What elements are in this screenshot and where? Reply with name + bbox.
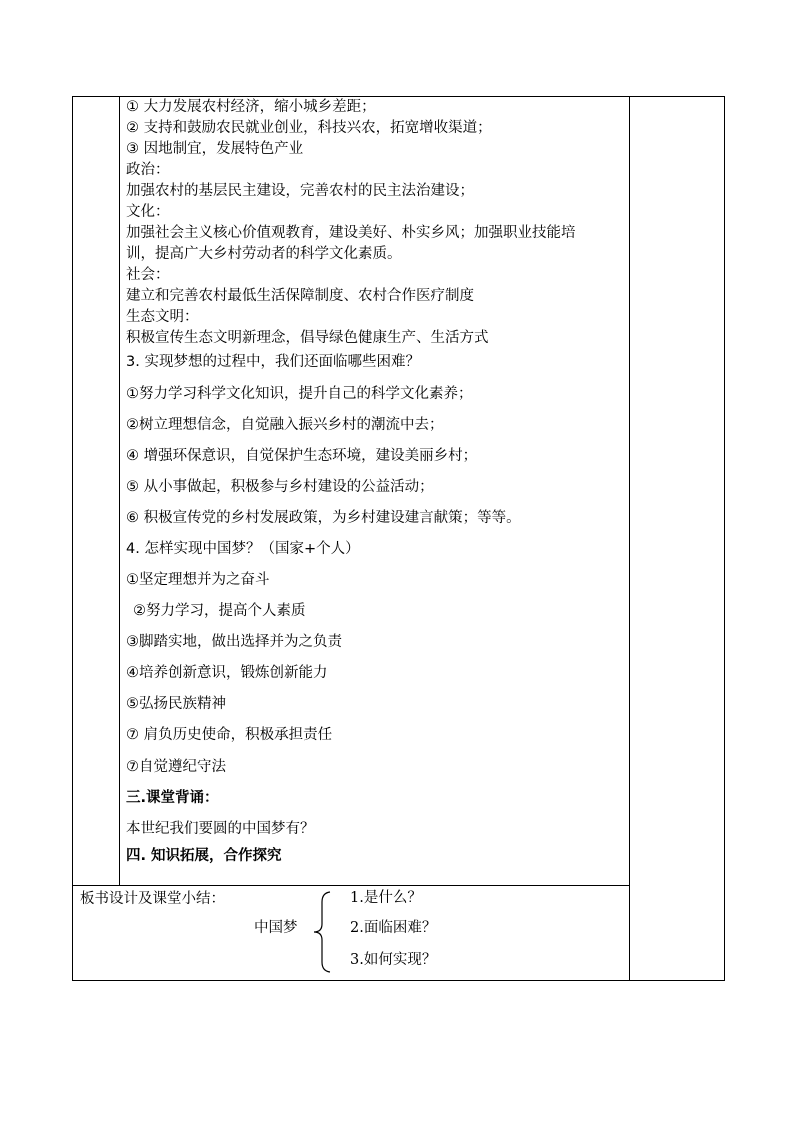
text-line: 政治： bbox=[126, 162, 170, 178]
text-line: 训，提高广大乡村劳动者的科学文化素质。 bbox=[126, 246, 402, 262]
q3-item: ①努力学习科学文化知识，提升自己的科学文化素养； bbox=[126, 386, 473, 402]
q4-heading: 4. 怎样实现中国梦？（国家+个人） bbox=[126, 541, 360, 557]
q4-item: ⑦自觉遵纪守法 bbox=[126, 759, 226, 775]
q3-heading: 3. 实现梦想的过程中，我们还面临哪些困难？ bbox=[126, 354, 420, 370]
text-line: 建立和完善农村最低生活保障制度、农村合作医疗制度 bbox=[126, 288, 474, 304]
q3-item: ⑥ 积极宣传党的乡村发展政策，为乡村建设建言献策；等等。 bbox=[126, 510, 521, 526]
table-col-divider-left bbox=[119, 96, 120, 886]
text-line: 生态文明： bbox=[126, 309, 199, 325]
section-four-heading: 四. 知识拓展，合作探究 bbox=[126, 848, 282, 864]
q4-item: ⑤弘扬民族精神 bbox=[126, 696, 226, 712]
text-line: ① 大力发展农村经济，缩小城乡差距； bbox=[126, 99, 376, 115]
summary-label: 板书设计及课堂小结： bbox=[80, 891, 225, 907]
q3-item: ④ 增强环保意识，自觉保护生态环境，建设美丽乡村； bbox=[126, 448, 478, 464]
summary-branch: 2.面临困难？ bbox=[350, 920, 437, 936]
q4-item: ⑦ 肩负历史使命，积极承担责任 bbox=[126, 727, 333, 743]
q3-item: ②树立理想信念，自觉融入振兴乡村的潮流中去； bbox=[126, 417, 444, 433]
text-line: 加强农村的基层民主建设，完善农村的民主法治建设； bbox=[126, 183, 474, 199]
section-three-heading: 三.课堂背诵： bbox=[126, 790, 219, 806]
text-line: ② 支持和鼓励农民就业创业，科技兴农，拓宽增收渠道； bbox=[126, 120, 492, 136]
table-col-divider-right bbox=[629, 96, 630, 981]
text-line: ③ 因地制宜，发展特色产业 bbox=[126, 141, 304, 157]
table-border-right bbox=[724, 96, 725, 981]
q4-item: ①坚定理想并为之奋斗 bbox=[126, 572, 270, 588]
section-three-text: 本世纪我们要圆的中国梦有？ bbox=[126, 821, 315, 837]
q4-item: ②努力学习，提高个人素质 bbox=[133, 603, 306, 619]
text-line: 积极宣传生态文明新理念，倡导绿色健康生产、生活方式 bbox=[126, 330, 489, 346]
q4-item: ④培养创新意识，锻炼创新能力 bbox=[126, 665, 328, 681]
summary-branch: 3.如何实现？ bbox=[350, 952, 437, 968]
brace-icon bbox=[310, 890, 334, 974]
table-row-divider bbox=[72, 885, 630, 886]
text-line: 社会： bbox=[126, 267, 170, 283]
q4-item: ③脚踏实地，做出选择并为之负责 bbox=[126, 634, 342, 650]
text-line: 加强社会主义核心价值观教育，建设美好、朴实乡风；加强职业技能培 bbox=[126, 225, 576, 241]
summary-branch: 1.是什么？ bbox=[350, 890, 422, 906]
summary-center: 中国梦 bbox=[254, 920, 298, 936]
table-border-left bbox=[72, 96, 73, 981]
text-line: 文化： bbox=[126, 204, 170, 220]
q3-item: ⑤ 从小事做起，积极参与乡村建设的公益活动； bbox=[126, 479, 434, 495]
table-border-bottom bbox=[72, 980, 725, 981]
